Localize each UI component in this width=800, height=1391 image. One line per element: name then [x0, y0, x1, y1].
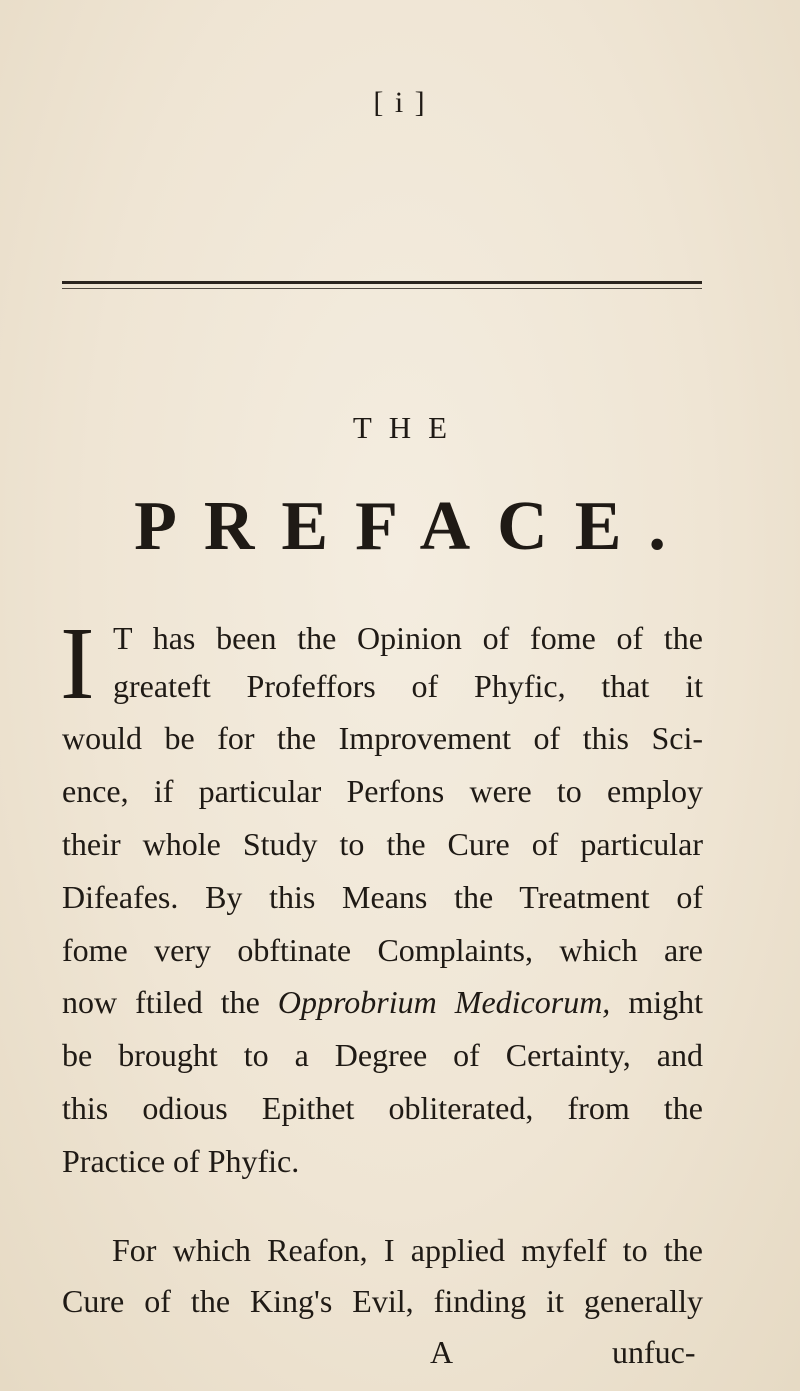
page-number: [ i ] [373, 86, 427, 119]
line-8-before: now ftiled the [62, 984, 260, 1020]
text-line-8 [62, 986, 703, 1018]
text-line-1 [113, 622, 703, 654]
text-line-9: be brought to a Degree of Certainty, and [62, 1037, 703, 1073]
text-line-4: ence, if particular Perfons were to employ [62, 773, 703, 809]
drop-cap: I [60, 606, 95, 721]
text-line-10: this odious Epithet obliterated, from the [62, 1090, 703, 1126]
signature-mark: A [430, 1334, 454, 1370]
catchword: unfuc- [612, 1334, 696, 1370]
header-rule-thin [62, 288, 702, 289]
text-line-13: Cure of the King's Evil, finding it generally [62, 1283, 703, 1319]
line-8-italic: Opprobrium Medicorum, [277, 984, 611, 1020]
heading-the: THE [352, 410, 465, 445]
line-1-rest: has been the Opinion of fome of the [152, 620, 704, 656]
text-line-5: their whole Study to the Cure of particular [62, 826, 703, 862]
text-line-2: greateft Profeffors of Phyfic, that it [113, 668, 703, 704]
line-8-after: might [628, 984, 704, 1020]
text-line-12: For which Reafon, I applied myfelf to the [112, 1232, 703, 1268]
text-line-3: would be for the Improvement of this Sci- [62, 720, 703, 756]
text-line-11: Practice of Phyfic. [62, 1143, 300, 1179]
text-line-6: Difeafes. By this Means the Treatment of [62, 879, 703, 915]
heading-preface: PREFACE. [134, 488, 693, 565]
header-rule-thick [62, 281, 702, 284]
first-word-rest: T [113, 620, 132, 656]
text-line-7: fome very obftinate Complaints, which are [62, 932, 703, 968]
